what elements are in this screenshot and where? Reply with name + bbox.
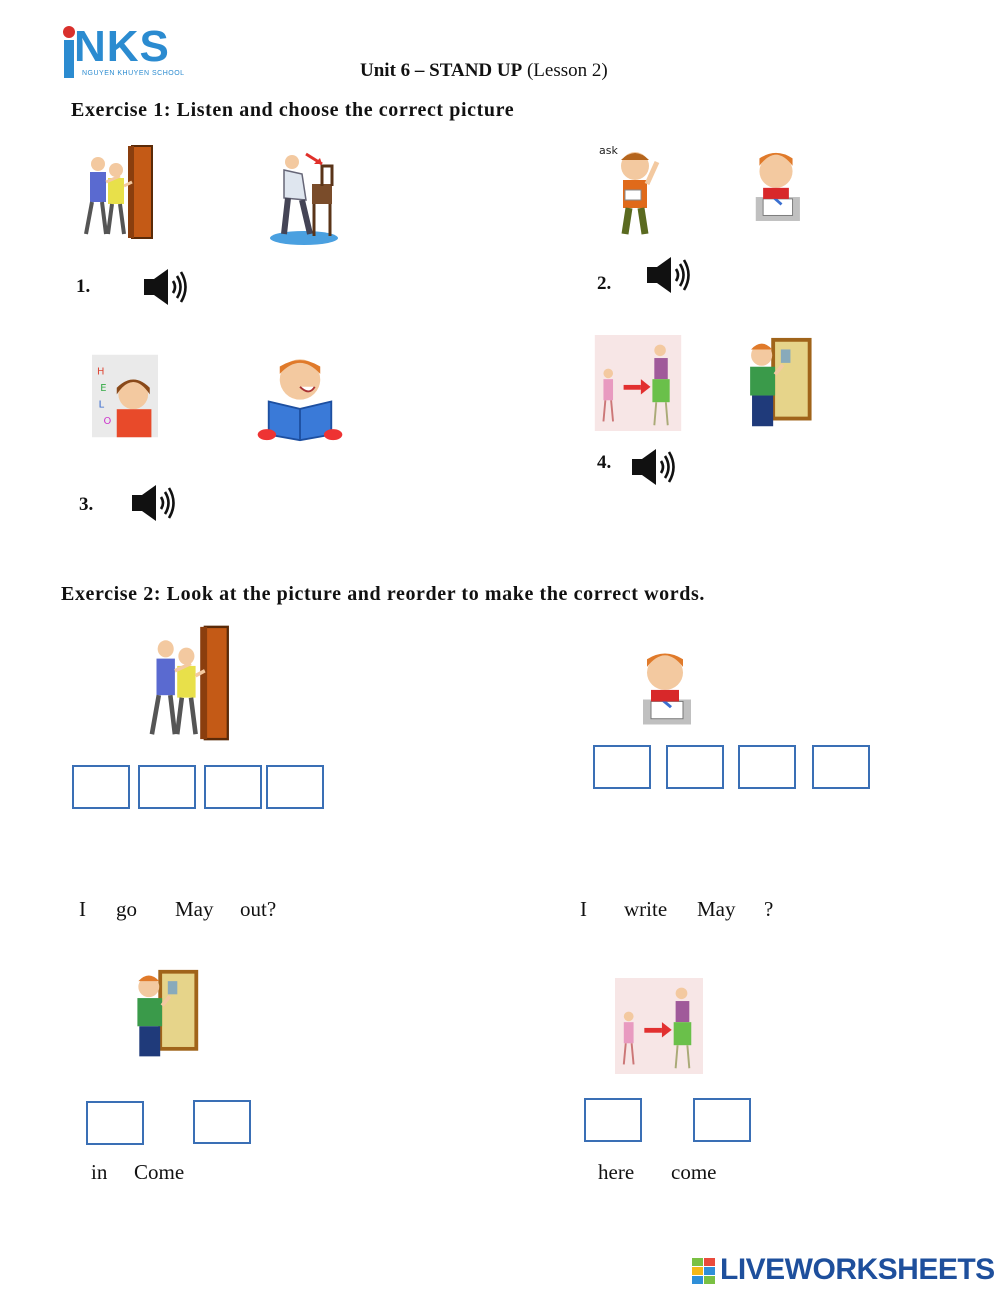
lesson-label: (Lesson 2)	[526, 60, 608, 81]
answer-box[interactable]	[138, 765, 196, 809]
exercise1-item1-number: 1.	[76, 276, 91, 297]
word-chip: out?	[240, 897, 277, 921]
logo-text: NKS	[74, 22, 170, 71]
picture-say-hello[interactable]	[92, 350, 158, 442]
unit-title: Unit 6 – STAND UP	[360, 60, 523, 81]
brand-blocks-icon	[692, 1258, 716, 1284]
picture-sit-down[interactable]	[262, 146, 342, 246]
speaker-icon[interactable]	[130, 483, 178, 523]
picture-ask-question[interactable]	[595, 140, 675, 240]
answer-box[interactable]	[86, 1101, 144, 1145]
brand-text: LIVEWORKSHEETS	[720, 1253, 995, 1286]
picture-read-book[interactable]	[254, 350, 346, 442]
school-logo	[60, 22, 185, 82]
picture-go-out[interactable]	[80, 140, 160, 244]
exercise1-heading: Exercise 1: Listen and choose the correct picture	[71, 99, 515, 121]
word-chip: May	[697, 897, 736, 921]
answer-box[interactable]	[193, 1100, 251, 1144]
word-chip: I	[79, 897, 86, 921]
word-chip: write	[624, 897, 668, 921]
answer-box[interactable]	[812, 745, 870, 789]
word-chip: here	[598, 1160, 635, 1184]
exercise2-heading: Exercise 2: Look at the picture and reorder to make the correct words.	[61, 583, 705, 605]
answer-box[interactable]	[72, 765, 130, 809]
exercise1-item3-number: 3.	[79, 494, 94, 515]
answer-box[interactable]	[266, 765, 324, 809]
answer-box[interactable]	[738, 745, 796, 789]
speaker-icon[interactable]	[645, 255, 693, 295]
word-chip: come	[671, 1160, 717, 1184]
word-chip: in	[91, 1160, 108, 1184]
speaker-icon[interactable]	[142, 267, 190, 307]
page-title	[360, 60, 608, 82]
answer-box[interactable]	[666, 745, 724, 789]
logo-subtext: NGUYEN KHUYEN SCHOOL	[82, 70, 185, 77]
picture-come-in[interactable]	[738, 336, 816, 432]
liveworksheets-logo	[692, 1252, 995, 1288]
picture-come-in	[126, 968, 202, 1062]
picture-write[interactable]	[736, 140, 816, 232]
picture-come-here[interactable]	[593, 335, 683, 431]
picture-go-out	[145, 622, 237, 744]
exercise1-item4-number: 4.	[597, 452, 612, 473]
answer-box[interactable]	[584, 1098, 642, 1142]
word-chip: Come	[134, 1160, 185, 1184]
exercise1-item2-number: 2.	[597, 273, 612, 294]
answer-box[interactable]	[593, 745, 651, 789]
word-chip: May	[175, 897, 214, 921]
word-chip: I	[580, 897, 587, 921]
answer-box[interactable]	[693, 1098, 751, 1142]
speaker-icon[interactable]	[630, 447, 678, 487]
word-chip: go	[116, 897, 137, 921]
picture-write	[625, 640, 705, 736]
picture-come-here	[615, 978, 703, 1074]
word-chip: ?	[764, 897, 774, 921]
answer-box[interactable]	[204, 765, 262, 809]
